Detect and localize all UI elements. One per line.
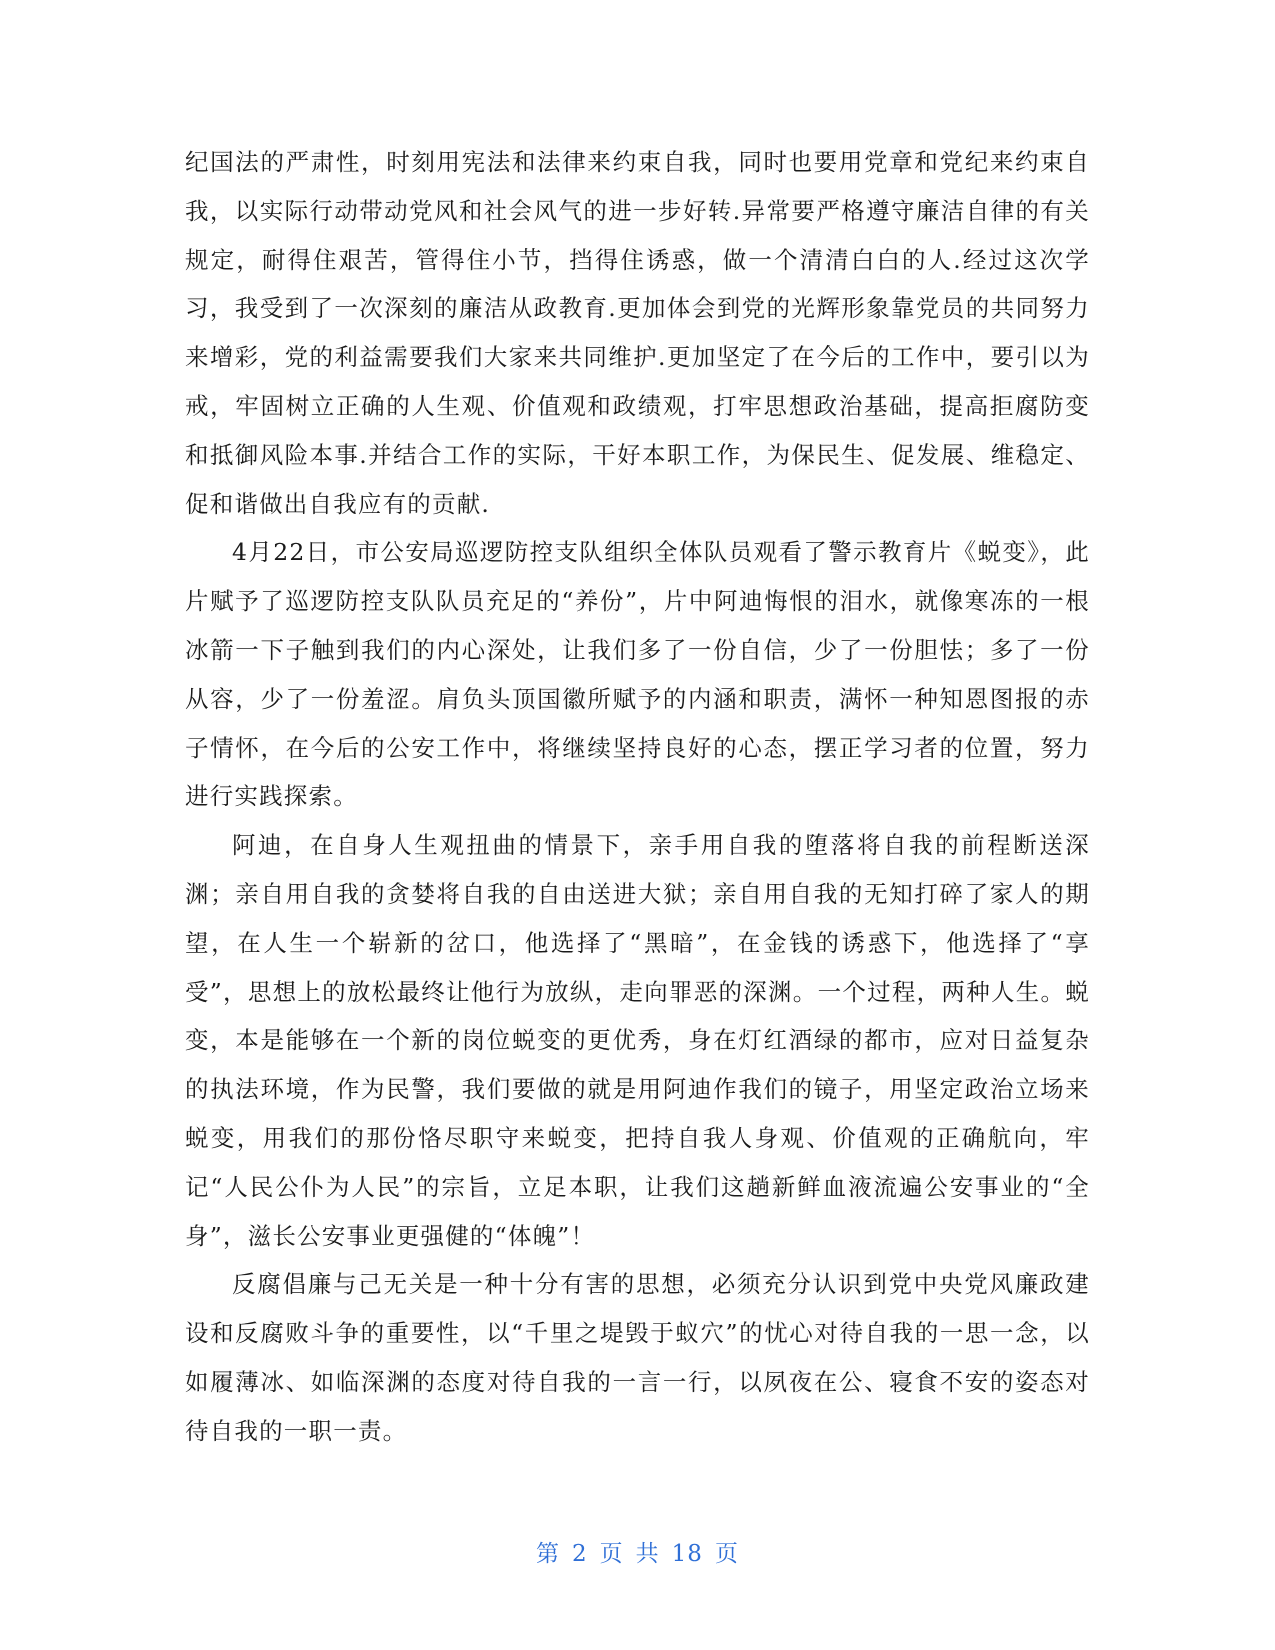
paragraph-video-viewing: 4月22日，市公安局巡逻防控支队组织全体队员观看了警示教育片《蜕变》，此片赋予了巡逻防控支队队员充足的“养份”，片中阿迪悔恨的泪水，就像寒冻的一根冰箭一下子触到我们的内心深处，让我们多了一份自信，少了一份胆怯；多了一份从容，少了一份羞涩。肩负头顶国徽所赋予的内涵和职责，满怀一种知恩图报的赤子情怀，在今后的公安工作中，将继续坚持良好的心态，摆正学习者的位置，努力进行实践探索。 [185,538,1090,811]
page-number-footer [0,1535,1275,1568]
footer-current-page: 2 [572,1541,588,1567]
footer-label-ye: 页 [599,1541,624,1567]
footer-total-pages: 18 [671,1541,703,1567]
footer-label-ye-end: 页 [714,1541,739,1567]
document-body [185,138,1090,1456]
footer-label-di: 第 [536,1541,561,1567]
footer-label-gong: 共 [635,1541,660,1567]
paragraph-adi-reflection: 阿迪，在自身人生观扭曲的情景下，亲手用自我的堕落将自我的前程断送深渊；亲自用自我的贪婪将自我的自由送进大狱；亲自用自我的无知打碎了家人的期望，在人生一个崭新的岔口，他选择了“黑暗”，在金钱的诱惑下，他选择了“享受”，思想上的放松最终让他行为放纵，走向罪恶的深渊。一个过程，两种人生。蜕变，本是能够在一个新的岗位蜕变的更优秀，身在灯红酒绿的都市，应对日益复杂的执法环境，作为民警，我们要做的就是用阿迪作我们的镜子，用坚定政治立场来蜕变，用我们的那份恪尽职守来蜕变，把持自我人身观、价值观的正确航向，牢记“人民公仆为人民”的宗旨，立足本职，让我们这趟新鲜血液流遍公安事业的“全身”，滋长公安事业更强健的“体魄”！ [185,831,1090,1250]
paragraph-anticorruption: 反腐倡廉与己无关是一种十分有害的思想，必须充分认识到党中央党风廉政建设和反腐败斗争的重要性，以“千里之堤毁于蚁穴”的忧心对待自我的一思一念，以如履薄冰、如临深渊的态度对待自我的一言一行，以夙夜在公、寝食不安的姿态对待自我的一职一责。 [185,1270,1090,1445]
paragraph-continued: 纪国法的严肃性，时刻用宪法和法律来约束自我，同时也要用党章和党纪来约束自我，以实际行动带动党风和社会风气的进一步好转.异常要严格遵守廉洁自律的有关规定，耐得住艰苦，管得住小节，挡得住诱惑，做一个清清白白的人.经过这次学习，我受到了一次深刻的廉洁从政教育.更加体会到党的光辉形象靠党员的共同努力来增彩，党的利益需要我们大家来共同维护.更加坚定了在今后的工作中，要引以为戒，牢固树立正确的人生观、价值观和政绩观，打牢思想政治基础，提高拒腐防变和抵御风险本事.并结合工作的实际，干好本职工作，为保民生、促发展、维稳定、促和谐做出自我应有的贡献. [185,148,1090,518]
